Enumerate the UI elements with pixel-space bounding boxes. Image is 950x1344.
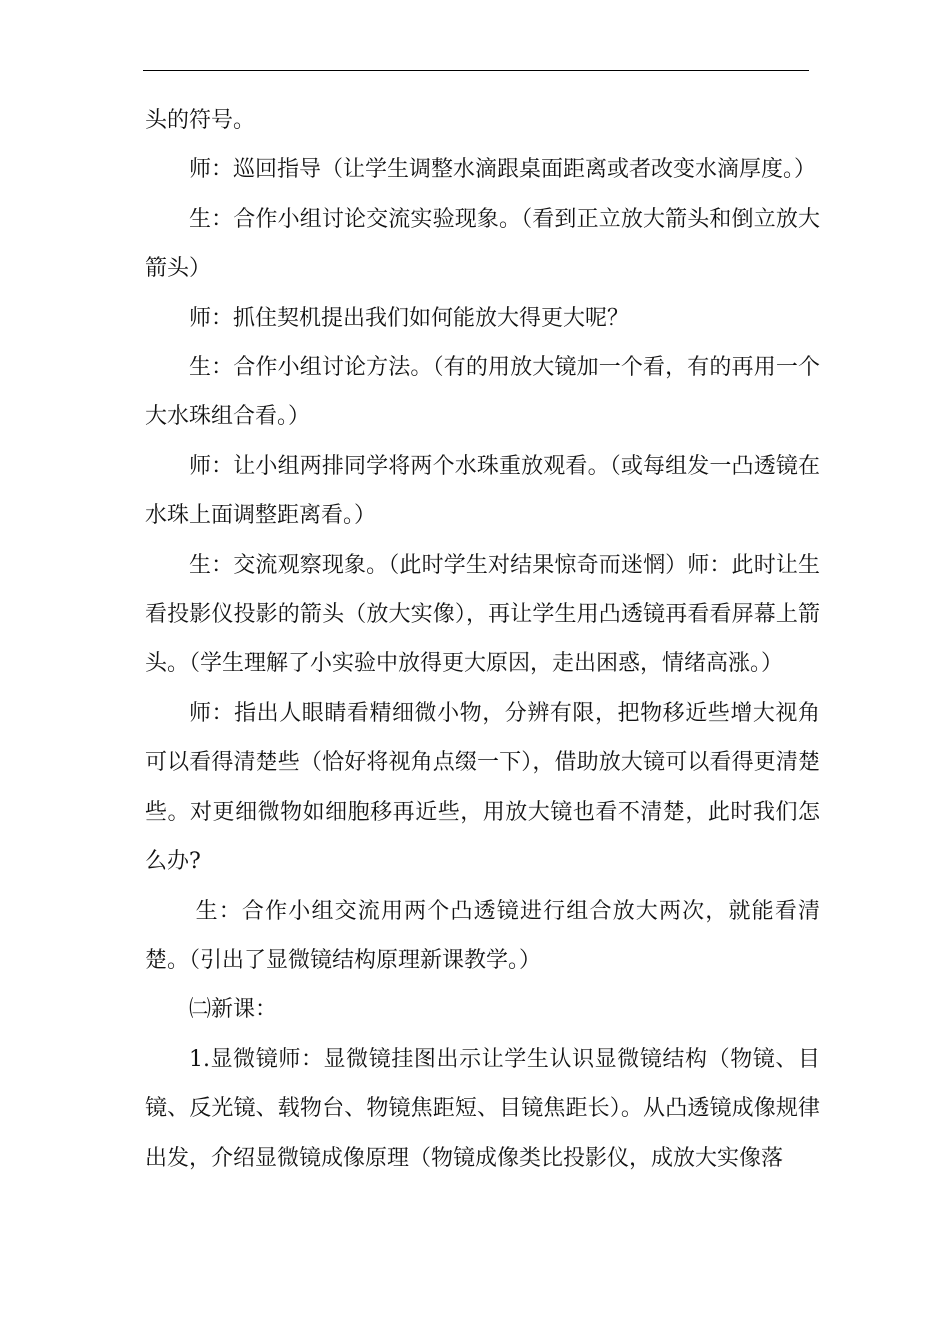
paragraph-teacher-guidance: 师：巡回指导（让学生调整水滴跟桌面距离或者改变水滴厚度。） (189, 157, 817, 183)
paragraph-student-observation: 生：交流观察现象。（此时学生对结果惊奇而迷惘）师：此时让生看投影仪投影的箭头（放大实像），再让学生用凸透镜再看看屏幕上箭头。（学生理解了小实验中放得更大原因，走出困惑，情绪高涨。） (145, 552, 820, 677)
document-body (145, 96, 820, 1183)
paragraph-teacher-explanation: 师：指出人眼睛看精细微小物，分辨有限，把物移近些增大视角可以看得清楚些（恰好将视角点缀一下），借助放大镜可以看得更清楚些。对更细微物如细胞移再近些，用放大镜也看不清楚，此时我们怎么办? (145, 700, 820, 875)
section-heading-new-lesson: ㈡新课： (189, 997, 278, 1023)
paragraph-student-conclusion: 生：合作小组交流用两个凸透镜进行组合放大两次，就能看清楚。（引出了显微镜结构原理新课教学。） (145, 898, 820, 973)
paragraph-continuation: 头的符号。 (145, 108, 256, 133)
paragraph-student-discussion: 生：合作小组讨论交流实验现象。（看到正立放大箭头和倒立放大箭头） (145, 206, 820, 282)
paragraph-teacher-instruction: 师：让小组两排同学将两个水珠重放观看。（或每组发一凸透镜在水珠上面调整距离看。） (145, 453, 820, 529)
header-rule (143, 70, 809, 71)
paragraph-microscope: 1.显微镜师：显微镜挂图出示让学生认识显微镜结构（物镜、目镜、反光镜、载物台、物镜焦距短、目镜焦距长）。从凸透镜成像规律出发，介绍显微镜成像原理（物镜成像类比投影仪，成放大实像落 (145, 1046, 820, 1171)
paragraph-student-method: 生：合作小组讨论方法。（有的用放大镜加一个看，有的再用一个大水珠组合看。） (145, 355, 820, 430)
paragraph-teacher-question: 师：抓住契机提出我们如何能放大得更大呢？ (189, 305, 630, 331)
